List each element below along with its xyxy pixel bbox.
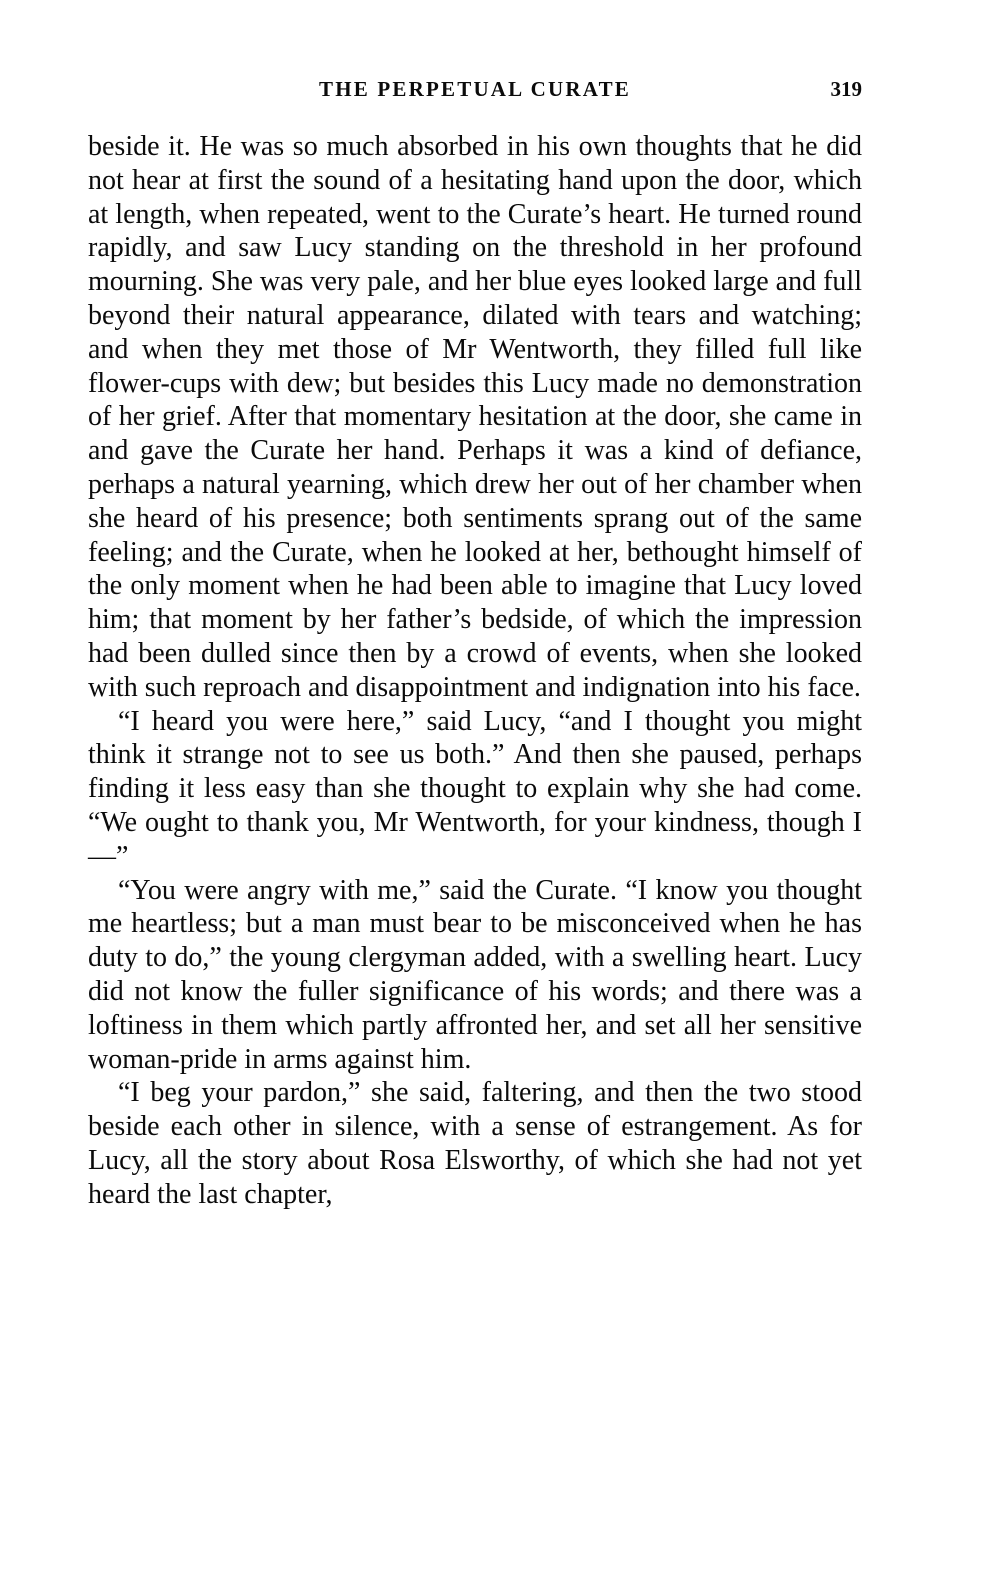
running-title: THE PERPETUAL CURATE: [319, 77, 631, 101]
paragraph: “I heard you were here,” said Lucy, “and I thought you might think it strange not to see us both.” And then she paused, perhaps finding it less easy than she thought to explain why she had come. “We ought to thank you, Mr Wentworth, for your kindness, though I—”: [88, 705, 862, 872]
paragraph: “You were angry with me,” said the Curate. “I know you thought me heartless; but a man must bear to be misconceived when he has duty to do,” the young clergyman added, with a swelling heart. Lucy did not know the fuller significance of his words; and there was a loftiness in them which partly affronted her, and set all her sensitive woman-pride in arms against him.: [88, 874, 862, 1075]
paragraph: beside it. He was so much absorbed in his own thoughts that he did not hear at first the sound of a hesitating hand upon the door, which at length, when repeated, went to the Curate’s heart. He turned round rapidly, and saw Lucy standing on the threshold in her profound mourning. She was very pale, and her blue eyes looked large and full beyond their natural appearance, dilated with tears and watching; and when they met those of Mr Wentworth, they filled full like flower-cups with dew; but besides this Lucy made no demonstration of her grief. After that momentary hesitation at the door, she came in and gave the Curate her hand. Perhaps it was a kind of defiance, perhaps a natural yearning, which drew her out of her chamber when she heard of his presence; both sentiments sprang out of the same feeling; and the Curate, when he looked at her, bethought himself of the only moment when he had been able to imagine that Lucy loved him; that moment by her father’s bedside, of which the impression had been dulled since then by a crowd of events, when she looked with such reproach and disappointment and indignation into his face.: [88, 131, 862, 703]
running-head: [88, 76, 862, 106]
paragraph: “I beg your pardon,” she said, faltering, and then the two stood beside each other in silence, with a sense of estrangement. As for Lucy, all the story about Rosa Elsworthy, of which she had not yet heard the last chapter,: [88, 1077, 862, 1210]
body-text: [88, 130, 862, 1212]
page-number: 319: [830, 77, 862, 101]
